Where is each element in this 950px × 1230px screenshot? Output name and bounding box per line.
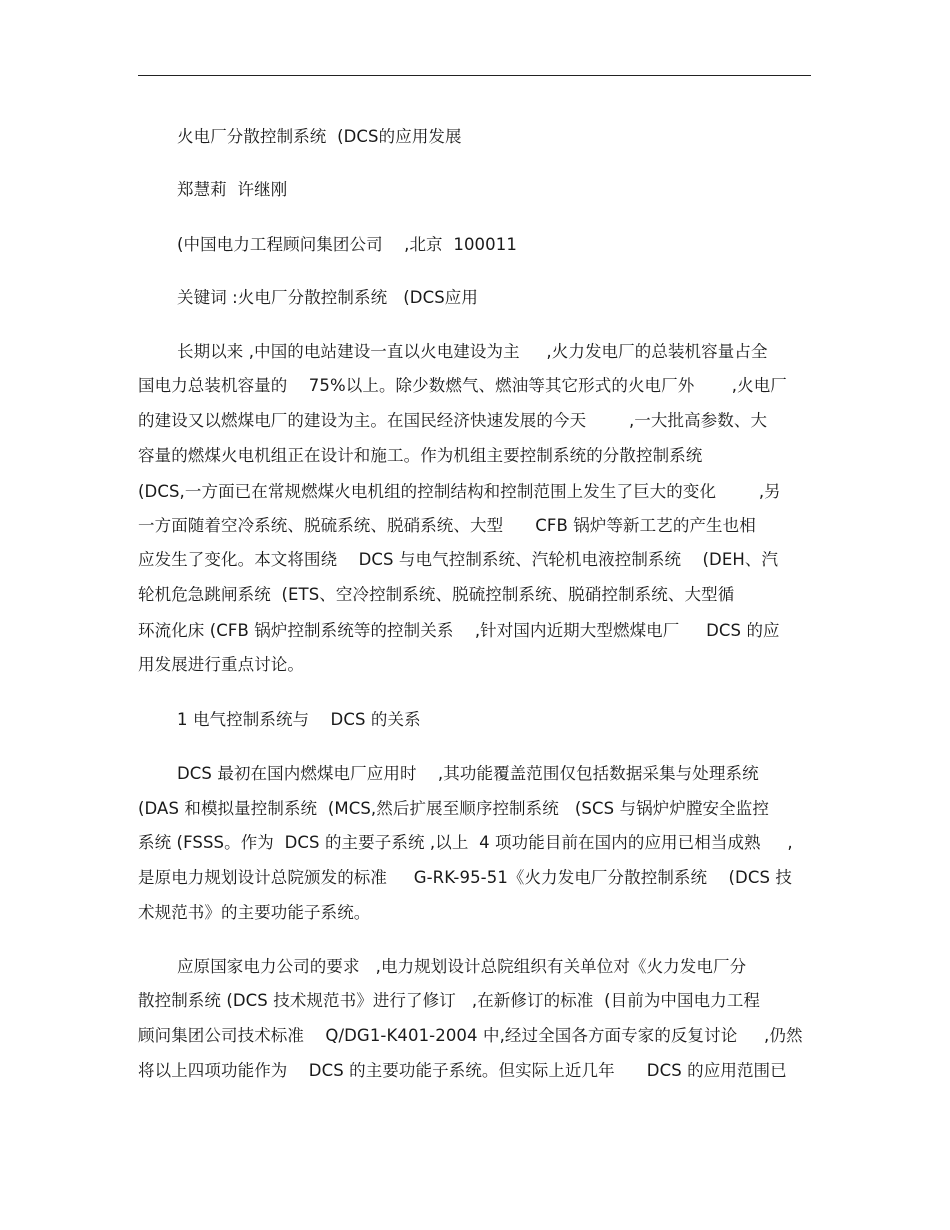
paragraph-line: 容量的燃煤火电机组正在设计和施工。作为机组主要控制系统的分散控制系统 [138, 446, 703, 465]
paragraph-line: 环流化床 (CFB 锅炉控制系统等的控制关系 ,针对国内近期大型燃煤电厂 DCS 的应 [138, 621, 780, 640]
paragraph-line: 散控制系统 (DCS 技术规范书》进行了修订 ,在新修订的标准 (目前为中国电力工程 [138, 991, 761, 1010]
header-rule [138, 75, 811, 76]
paragraph-line: 长期以来 ,中国的电站建设一直以火电建设为主 ,火力发电厂的总装机容量占全 [177, 342, 768, 361]
paragraph-line: 用发展进行重点讨论。 [138, 655, 304, 674]
paragraph-line: 将以上四项功能作为 DCS 的主要功能子系统。但实际上近几年 DCS 的应用范围已 [138, 1061, 787, 1080]
paragraph-line: 轮机危急跳闸系统 (ETS、空冷控制系统、脱硫控制系统、脱硝控制系统、大型循 [138, 585, 735, 604]
paragraph-line: 是原电力规划设计总院颁发的标准 G-RK-95-51《火力发电厂分散控制系统 (DCS 技 [138, 868, 792, 887]
paragraph-line: 系统 (FSSS。作为 DCS 的主要子系统 ,以上 4 项功能目前在国内的应用已相当成熟 , [138, 833, 793, 852]
paragraph-line: 的建设又以燃煤电厂的建设为主。在国民经济快速发展的今天 ,一大批高参数、大 [138, 411, 768, 430]
paragraph-line: 术规范书》的主要功能子系统。 [138, 903, 371, 922]
document-keywords: 关键词 :火电厂分散控制系统 (DCS应用 [177, 288, 478, 307]
paragraph-line: 一方面随着空冷系统、脱硫系统、脱硝系统、大型 CFB 锅炉等新工艺的产生也相 [138, 516, 756, 535]
paragraph-line: (DAS 和模拟量控制系统 (MCS,然后扩展至顺序控制系统 (SCS 与锅炉炉膛安全监控 [138, 799, 769, 818]
document-title: 火电厂分散控制系统 (DCS的应用发展 [177, 127, 462, 146]
paragraph-line: 应发生了变化。本文将围绕 DCS 与电气控制系统、汽轮机电液控制系统 (DEH、汽 [138, 550, 779, 569]
paragraph-line: 顾问集团公司技术标准 Q/DG1-K401-2004 中,经过全国各方面专家的反复讨论 ,仍然 [138, 1026, 803, 1045]
paragraph-line: DCS 最初在国内燃煤电厂应用时 ,其功能覆盖范围仅包括数据采集与处理系统 [177, 764, 759, 783]
paragraph-line: 国电力总装机容量的 75%以上。除少数燃气、燃油等其它形式的火电厂外 ,火电厂 [138, 376, 787, 395]
document-authors: 郑慧莉 许继刚 [177, 180, 288, 199]
document-affiliation: (中国电力工程顾问集团公司 ,北京 100011 [177, 235, 517, 254]
paragraph-line: (DCS,一方面已在常规燃煤火电机组的控制结构和控制范围上发生了巨大的变化 ,另 [138, 482, 781, 501]
paragraph-line: 应原国家电力公司的要求 ,电力规划设计总院组织有关单位对《火力发电厂分 [177, 957, 747, 976]
section-heading: 1 电气控制系统与 DCS 的关系 [177, 710, 421, 729]
